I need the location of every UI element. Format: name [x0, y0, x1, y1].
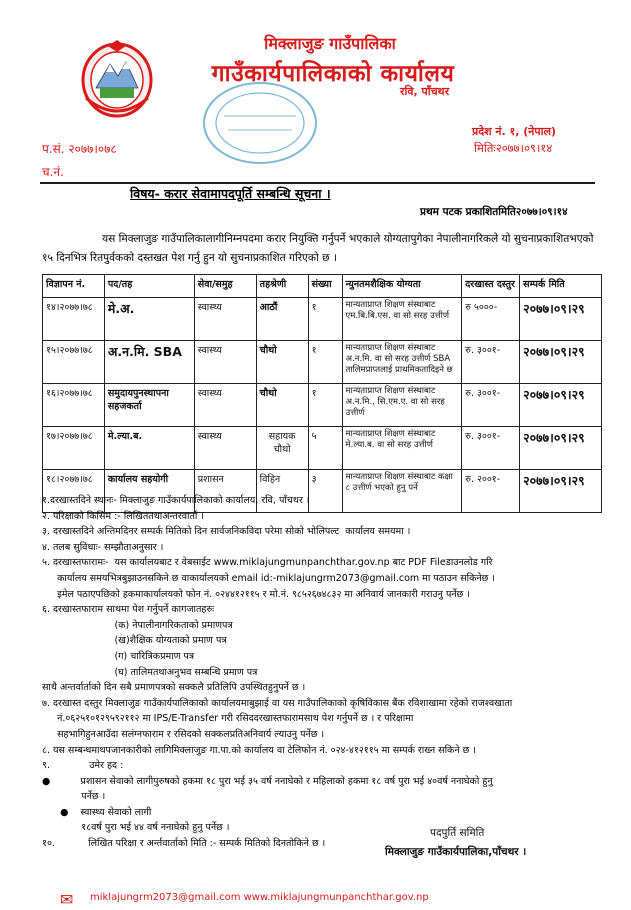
post-level: अ.न.मि. SBA: [104, 341, 194, 384]
note-line: (ग) चारित्रिकप्रमाण पत्र: [42, 650, 195, 662]
notice-date: मितिः२०७७।०९।१४: [474, 141, 553, 155]
intro-paragraph: यस मिक्लाजुङ गाउँपालिकालागीनिम्नपदमा करार नियुक्ति गर्नुपर्ने भएकाले योग्यतापुगेका नेपालीनागरिकले यो सुचनाप्रकाशितभएको १५ दिनभित्र रितपुर्वकको दस्तखत पेश गर्नु हुन यो सुचनाप्रकाशित गरिएको छ ।: [42, 233, 594, 264]
grade: चौथो: [256, 341, 308, 384]
note-line: (ख)शैक्षिक योग्यताको प्रमाण पत्र: [42, 635, 227, 647]
qualification: मान्यताप्राप्त शिक्षण संस्थाबाट कक्षा ८ उत्तीर्ण भएको हुनु पर्ने: [342, 470, 462, 513]
note-line: नं.०६२५१०१२९५९२११२ मा IPS/E-Transfer गरी रसिददरखास्तफारामसाथ पेश गर्नुपर्ने छ । र परिक्षामा: [42, 713, 414, 725]
note-line: १०. लिखित परिक्षा र अर्न्तवार्ताको मिति :- सम्पर्क मितिको दिनतोकिने छ ।: [42, 838, 326, 850]
signature-committee: पदपुर्ति समिति: [430, 827, 485, 839]
vacancy-table: [42, 274, 602, 513]
contact-date: २०७७।०९।२९: [520, 298, 602, 341]
office-title: गाउँकार्यपालिकाको कार्यालय: [211, 61, 455, 87]
note-line: साथै अन्तर्वार्ताको दिन सबै प्रमाणपत्रको सक्कलै प्रतिलिपि उपस्थितहुनुपर्ने छ ।: [42, 682, 306, 694]
contact-date: २०७७।०९।२९: [520, 470, 602, 513]
table-row: [43, 298, 602, 341]
contact-date: २०७७।०९।२९: [520, 427, 602, 470]
header-divider: [40, 182, 595, 184]
col-header: न्युनतमशैक्षिक योग्यता: [342, 275, 462, 298]
note-line: (घ) तालिमतथाअनुभव सम्बन्धि प्रमाण पत्र: [42, 666, 258, 678]
note-line: ६. दरखास्तफाराम साथमा पेश गर्नुपर्ने कागजातहरुः: [42, 604, 215, 616]
signature-office: मिक्लाजुङ गाउँकार्यपालिका,पाँचथर ।: [385, 846, 527, 858]
note-line: ९. उमेर हद :: [42, 760, 124, 772]
qualification: मान्यताप्राप्त शिक्षण संस्थाबाट अ.न.मि. वा सो सरह उत्तीर्ण SBA तालिमप्राप्तलाई प्राथमिकतादिइने छ: [342, 341, 462, 384]
note-line: ७. दरखास्त दस्तुर मिक्लाजुङ गाउँकार्यपालिकाको कार्यालयमाबुझाई वा यस गाउँपालिकाको कृषिविकास बैंक रविशाखामा रहेको राजश्वखाता: [42, 697, 513, 709]
application-fee: रु. ३००१-: [462, 427, 520, 470]
notice-subject: विषय- करार सेवामापदपूर्ति सम्बन्धि सूचना ।: [130, 186, 331, 201]
province-label: प्रदेश नं. १, (नेपाल): [472, 125, 556, 138]
quantity: १: [308, 298, 342, 341]
qualification: मान्यताप्राप्त शिक्षण संस्थाबाट मे.ल्या.ब. वा सो सरह उत्तीर्ण: [342, 427, 462, 470]
office-address: रवि, पाँचथर: [400, 85, 450, 98]
note-line: सहभागिहुनआउँदा सलंग्नफाराम र रसिदको सक्कलप्रतिअनिवार्य ल्याउनु पर्नेछ ।: [42, 728, 325, 740]
note-line: ५. दरखास्तफारामः- यस कार्यालयबाट र वेबसाईट www.miklajungmunpanchthar.gov.np बाट PDF Fileडाउनलोड गरि: [42, 557, 493, 569]
dispatch-number: च.नं.: [42, 165, 64, 179]
note-line: १.दरखास्तदिने स्थानः- मिक्लाजुङ गाउँकार्यपालिकाको कार्यालय, रवि, पाँचथर ।: [42, 495, 310, 506]
grade: सहायक चौथो: [256, 427, 308, 470]
grade: आठौं: [256, 298, 308, 341]
service-group: स्वास्थ्य: [194, 384, 256, 427]
note-line: ● स्वास्थ्य सेवाको लागी: [42, 806, 152, 818]
quantity: १: [308, 384, 342, 427]
col-header: सम्पर्क मिति: [520, 275, 602, 298]
note-line: ४. तलब सुविधाः- सम्झौताअनुसार ।: [42, 541, 164, 553]
qualification: मान्यताप्राप्त शिक्षण संस्थाबाट एम.बि.बि.एस. वा सो सरह उत्तीर्ण: [342, 298, 462, 341]
ad-number: १७।२०७७।७८: [43, 427, 105, 470]
quantity: ३: [308, 470, 342, 513]
contact-date: २०७७।०९।२९: [520, 341, 602, 384]
ad-number: १४।२०७७।७८: [43, 298, 105, 341]
note-line: १८वर्ष पुरा भई ४४ वर्ष ननाघेको हुनु पर्नेछ ।: [42, 822, 230, 834]
service-group: स्वास्थ्य: [194, 341, 256, 384]
footer-contact: [60, 890, 580, 910]
ad-number: १६।२०७७।७८: [43, 384, 105, 427]
quantity: ५: [308, 427, 342, 470]
notice-terms: [42, 493, 602, 852]
grade: चौथो: [256, 384, 308, 427]
reference-number: प.सं. २०७७।०७८: [42, 142, 117, 156]
mail-icon: ✉: [60, 890, 74, 909]
office-stamp-icon: [200, 80, 320, 166]
post-level: मे.अ.: [104, 298, 194, 341]
municipality-name: मिक्लाजुङ गाउँपालिका: [264, 34, 396, 53]
service-group: स्वास्थ्य: [194, 427, 256, 470]
contact-date: २०७७।०९।२९: [520, 384, 602, 427]
note-line: २. परिक्षाको किसिम :- लिखिततथाअन्तरवार्ता ।: [42, 510, 204, 522]
quantity: १: [308, 341, 342, 384]
footer-text: miklajungrm2073@gmail.com www.miklajungmunpanchthar.gov.np: [90, 892, 429, 903]
nepal-emblem-icon: [78, 38, 156, 120]
table-row: [43, 384, 602, 427]
ad-number: १८।२०७७।७८: [43, 470, 105, 513]
post-level: समुदायपुनस्थापना सहजकर्ता: [104, 384, 194, 427]
qualification: मान्यताप्राप्त शिक्षण संस्थाबाट अ.न.मि., सि.एम.ए. वा सो सरह उत्तीर्ण: [342, 384, 462, 427]
note-line: इमेल पठाएपछिको हकमाकार्यालयको फोन नं. ०२४४१२११५ र मो.नं. ९८५२६७४८३२ मा अनिवार्य जानकारी गराउनु पर्नेछ ।: [42, 588, 470, 600]
post-level: कार्यालय सहयोगी: [104, 470, 194, 513]
note-line: कार्यालय समयभित्रबुझाउनसकिने छ वाकार्यालयको email id:-miklajungrm2073@gmail.com मा पठाउन सकिनेछ ।: [42, 572, 495, 584]
first-publish-date: प्रथम पटक प्रकाशितमिति२०७७।०९।१४: [420, 206, 568, 218]
table-row: [43, 427, 602, 470]
note-line: ३. दरखास्तदिने अन्तिमदिनर सम्पर्क मितिको दिन सार्वजनिकविदा परेमा सोको भोलिपल्ट कार्यालय समयमा ।: [42, 526, 411, 538]
table-header-row: [43, 275, 602, 298]
grade: विहिन: [256, 470, 308, 513]
note-line: (क) नेपालीनागरिकताको प्रमाणपत्र: [42, 619, 233, 631]
post-level: मे.ल्या.ब.: [104, 427, 194, 470]
table-row: [43, 341, 602, 384]
note-line: ८. यस सम्बन्धमाथपजानकारीको लागिमिक्लाजुङ गा.पा.को कार्यालय वा टेलिफोन नं. ०२४-४१२११५ मा सम्पर्क राख्न सकिने छ ।: [42, 744, 476, 756]
service-group: स्वास्थ्य: [194, 298, 256, 341]
col-header: पद/तह: [104, 275, 194, 298]
application-fee: रु. ३००१-: [462, 341, 520, 384]
col-header: संख्या: [308, 275, 342, 298]
ad-number: १५।२०७७।७८: [43, 341, 105, 384]
application-fee: रु ५०००-: [462, 298, 520, 341]
application-fee: रु. ३००१-: [462, 384, 520, 427]
note-line: ● प्रशासन सेवाको लागीपुरुषको हकमा १८ पुरा भई ३५ वर्ष ननाघेको र महिलाको हकमा १८ वर्ष पुरा भई ४०वर्ष ननाघेको हुनु: [42, 775, 493, 787]
col-header: तहश्रेणी: [256, 275, 308, 298]
col-header: सेवा/समुह: [194, 275, 256, 298]
note-line: पर्नेछ ।: [42, 791, 106, 803]
col-header: दरखास्त दस्तुर: [462, 275, 520, 298]
col-header: विज्ञापन नं.: [43, 275, 105, 298]
application-fee: रु. २००१-: [462, 470, 520, 513]
service-group: प्रशासन: [194, 470, 256, 513]
